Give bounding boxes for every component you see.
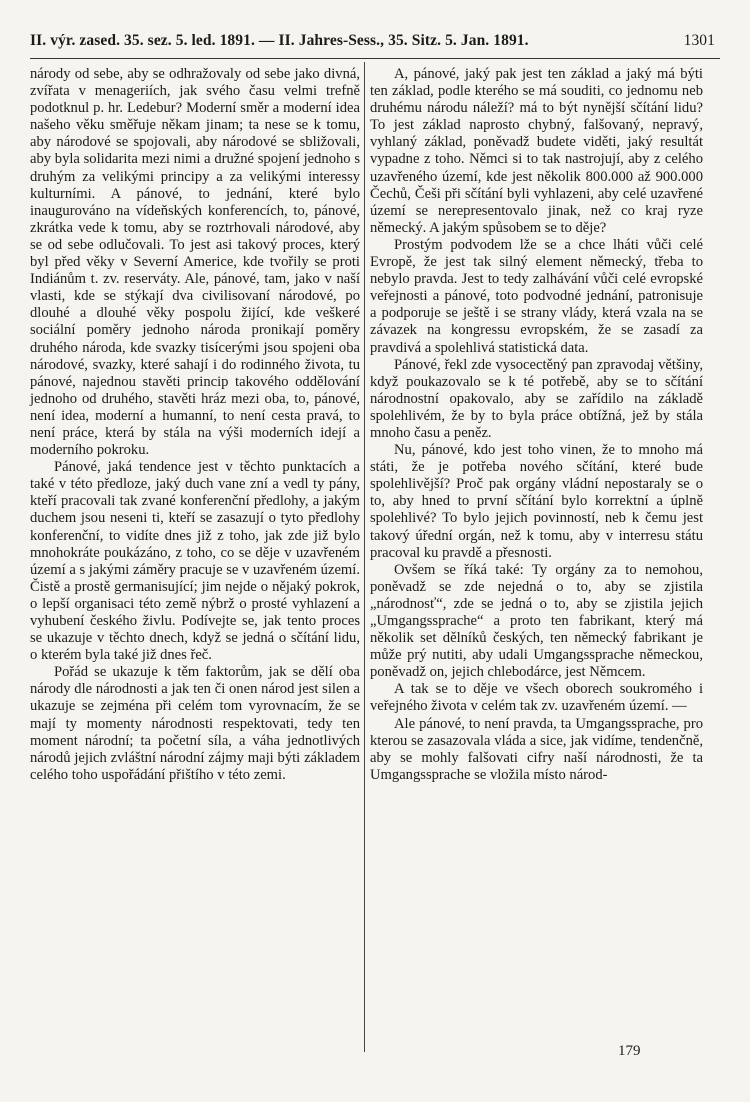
paragraph: A tak se to děje ve všech oborech soukromého i veřejného života v celém tak zv. uzavřeném území. — xyxy=(370,681,703,715)
left-column xyxy=(30,66,360,784)
paragraph: národy od sebe, aby se odhražovaly od sebe jako divná, zvířata v menageriích, jak svého času velmi trefně podotknul p. hr. Ledebur? Moderní směr a moderní idea našeho věku směřuje někam jinam; ta nese se k tomu, aby národové se spojovali, aby národové se sbližovali, aby byla solidarita mezi nimi a družné spojení jednoho s druhým za velikými principy a za velikými interessy kulturními. A pánové, to jednání, které bylo inaugurováno na vídeňských konferencích, to, pánové, zkrátka vede k tomu, aby se roztrhovali národové, aby se od sebe odlučovali. To jest asi takový proces, který byl před věky v Severní Americe, kde tvořily se proti Indiánům t. zv. reserváty. Ale, pánové, tam, jako v naší vlasti, kde se stýkají dva civilisovaní národové, po dlouhé a dlouhé věky pospolu žijící, kde veškeré sociální poměry jednoho národa pronikají poměry druhého národa, kde svazky tisícerými jsou spojeni oba národové, svazky, které sahají i do rodinného života, tu pánové, najednou stavěti princip takového oddělování jednoho od druhého, stavěti hráz mezi oba, to, pánové, není idea, moderní a humanní, to není cesta pravá, to není práce, která by stála na výši moderních idejí a moderního pokroku. xyxy=(30,66,360,459)
paragraph: A, pánové, jaký pak jest ten základ a jaký má býti ten základ, podle kterého se má souditi, co jednomu neb druhému národu náleží? má to být nynější sčítání lidu? To jest základ naprosto chybný, falšovaný, nepravý, vyhlaný základ, poněvadž budete viděti, jaký resultát vypadne z toho. Němci si to tak nastrojují, aby z celého uzavřeného území, kde jest několik 800.000 až 900.000 Čechů, Češi při sčítání byli vyhlazeni, aby celé uzavřené území se nerepresentovalo jinak, než co kraj ryze německý. A jakým spůsobem se to děje? xyxy=(370,66,703,236)
column-divider xyxy=(364,62,365,1052)
paragraph: Ale pánové, to není pravda, ta Umgangssprache, pro kterou se zasazovala vláda a sice, jak vidíme, tendenčně, aby se mohly falšovati cifry naší národnosti, že ta Umgangssprache se vložila místo národ- xyxy=(370,715,703,783)
header-title: II. výr. zased. 35. sez. 5. led. 1891. — II. Jahres-Sess., 35. Sitz. 5. Jan. 1891. xyxy=(30,32,529,49)
folio-number: 179 xyxy=(618,1043,641,1059)
header-rule xyxy=(30,58,720,59)
paragraph: Pánové, jaká tendence jest v těchto punktacích a také v této předloze, jaký duch vane zní a vedl ty pány, kteří pracovali tak zvané konferenční předlohy, a jakým duchem jsou neseni ti, kteří se zasazují o tyto předlohy konferenční, to vidíte dnes již z toho, jak zde již bylo mnohokráte poukázáno, z toho, co se děje v uzavřeném území a s jakými záměry pracuje se v uzavřeném území. Čistě a prostě germanisující; jim nejde o nějaký pokrok, o lepší organisaci této země nýbrž o prosté vyhlazení a vyhubení českého živlu. Podívejte se, jak tento proces se ukazuje v těchto dnech, když se jedná o sčítání lidu, o kterém byla také již dnes řeč. xyxy=(30,459,360,664)
paragraph: Pořád se ukazuje k těm faktorům, jak se dělí oba národy dle národnosti a jak ten či onen národ jest silen a ukazuje se zejména při celém tom vyrovnacím, že se mají ty momenty národnosti respektovati, tedy ten moment národní; ta početní síla, a váha jednotlivých národů jejich zvláštní národní zájmy maji býti základem celého toho uspořádání přištího v této zemi. xyxy=(30,664,360,783)
paragraph: Nu, pánové, kdo jest toho vinen, že to mnoho má státi, že je potřeba nového sčítání, které bude spolehlivější? Proč pak orgány vládní nepostaraly se o to, aby hned to první sčítání bylo korrektní a úplně spolehlivé? To bylo jejich povinností, neb k čemu jest takový úřední orgán, než k tomu, aby v interresu státu pracoval ku pravdě a přesnosti. xyxy=(370,442,703,561)
right-column xyxy=(370,66,703,784)
running-header xyxy=(30,32,715,56)
paragraph: Prostým podvodem lže se a chce lháti vůči celé Evropě, že jest tak silný element německý, třeba to nebylo pravda. Jest to tedy zalhávání vůči celé evropské veřejnosti a pánové, toto podvodné jednání, patronisuje a podporuje se ještě i se strany vlády, která vzala na se závazek na kongressu evropském, že se zasadí za pravdivá a spolehlivá statistická data. xyxy=(370,236,703,356)
header-page-number: 1301 xyxy=(683,32,715,49)
paragraph: Pánové, řekl zde vysocectěný pan zpravodaj většiny, když poukazovalo se k té potřebě, aby se to sčítání národnostní opakovalo, aby se zařídilo na základě spolehlivém, že by to byla práce obtížná, jež by stála mnoho času a peněz. xyxy=(370,356,703,441)
paragraph: Ovšem se říká také: Ty orgány za to nemohou, poněvadž se zde nejedná o to, aby se zjistila „národnosť“, zde se jedná o to, aby se zjistila jejich „Umgangssprache“ a proto ten fabrikant, který má několik set dělníků českých, ten německý fabrikant je může prý nutiti, aby udali Umgangssprache německou, poněvadž on, jejich chlebodárce, jest Němcem. xyxy=(370,561,703,681)
